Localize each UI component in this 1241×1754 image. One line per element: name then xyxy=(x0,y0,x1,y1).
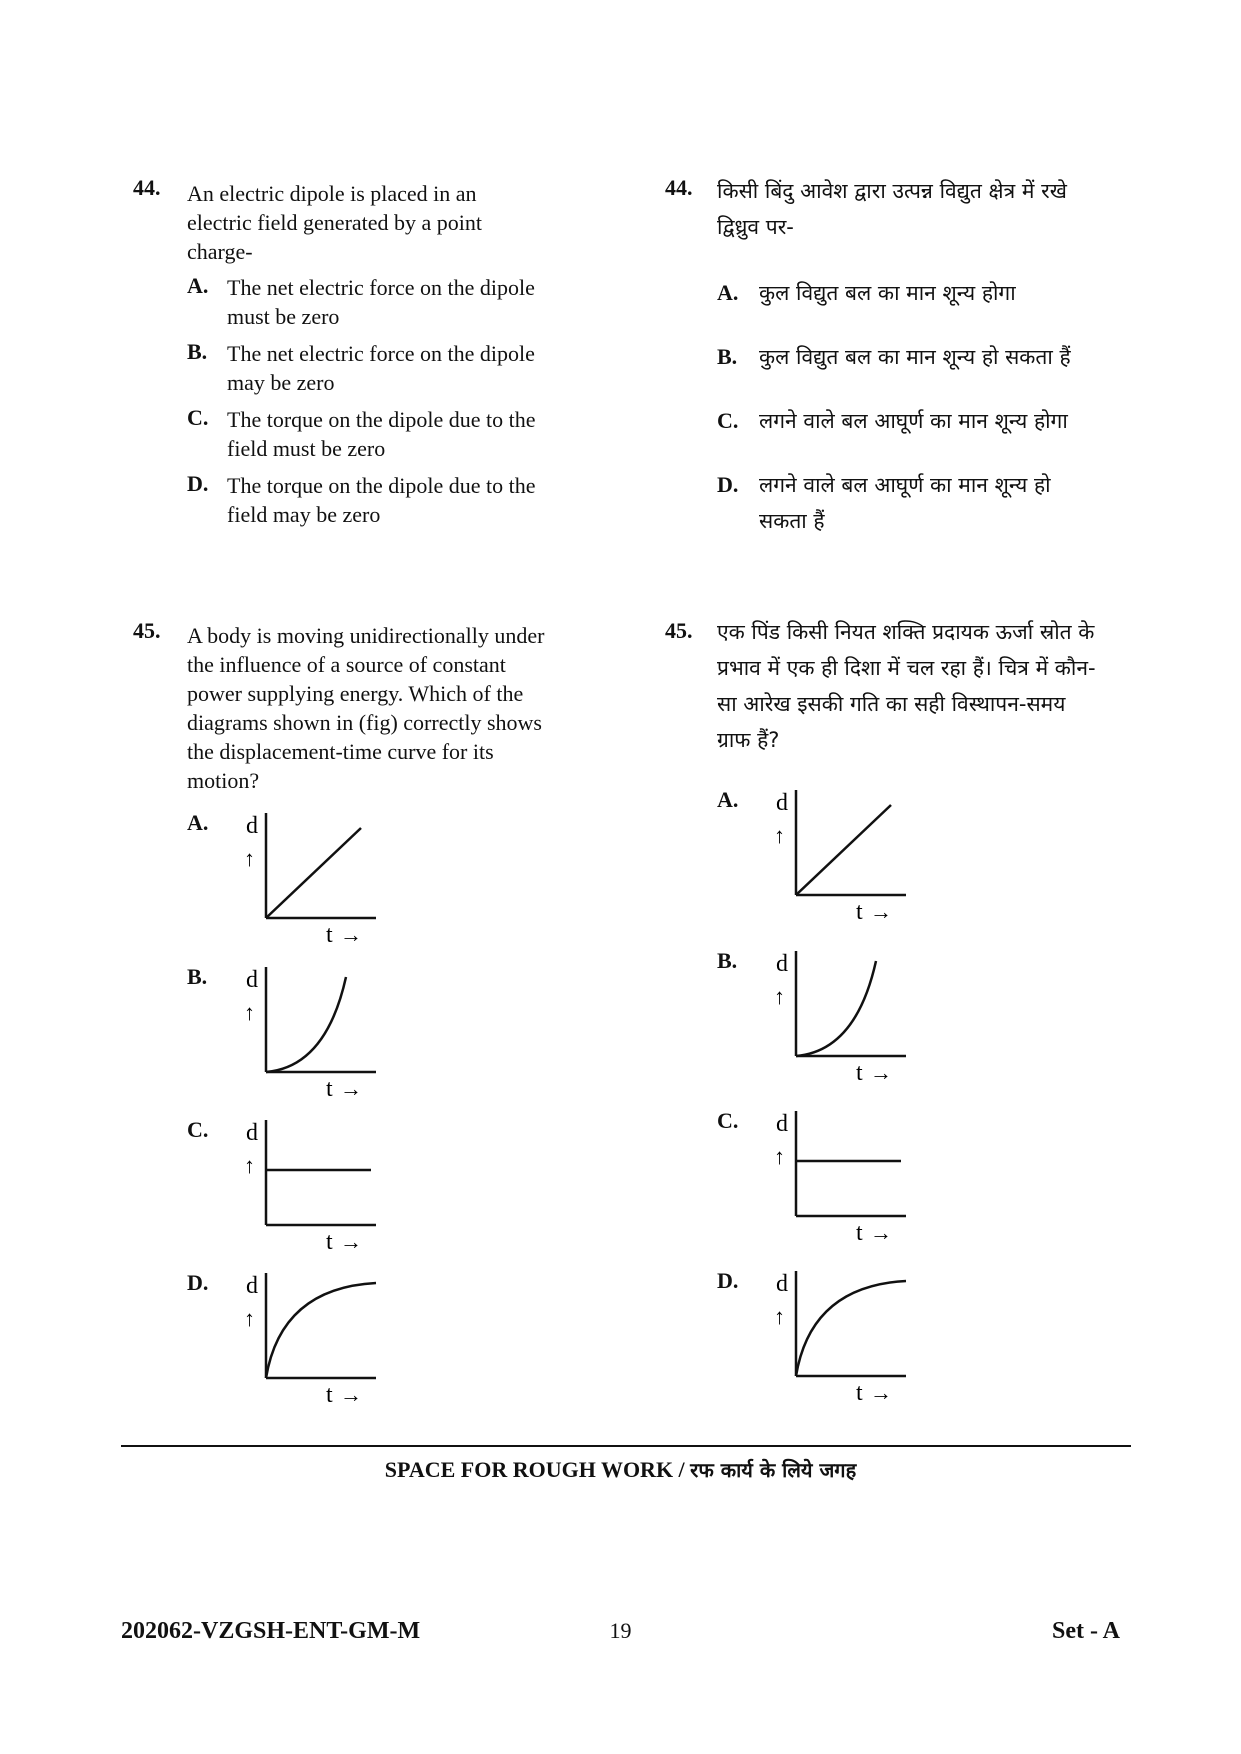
y-axis-label: d xyxy=(776,951,788,977)
option-line: लगने वाले बल आघूर्ण का मान शून्य हो xyxy=(759,473,1051,497)
dt-curve xyxy=(266,1283,376,1378)
option-letter: C. xyxy=(187,405,209,430)
up-arrow-icon: ↑ xyxy=(244,1306,255,1331)
q44-hi-stem xyxy=(717,173,1067,245)
q44-hi-stem-line: द्विध्रुव पर- xyxy=(717,215,794,239)
x-axis-label: t xyxy=(856,1220,863,1246)
x-axis-label: t xyxy=(326,1076,333,1102)
q45-hi-stem-line: एक पिंड किसी नियत शक्ति प्रदायक ऊर्जा स्रोत के xyxy=(717,620,1095,644)
q45-en-stem-line: diagrams shown in (fig) correctly shows xyxy=(187,710,542,735)
q44-en-stem-line: electric field generated by a point xyxy=(187,210,483,235)
graph-option-letter: C. xyxy=(717,1108,739,1133)
right-arrow-icon: → xyxy=(870,1380,892,1405)
right-arrow-icon: → xyxy=(870,899,892,924)
rough-work-divider xyxy=(121,1445,1131,1447)
dt-curve xyxy=(266,977,346,1072)
q45-hi-number: 45. xyxy=(665,618,693,643)
dt-graph xyxy=(231,1268,381,1408)
q45-en-stem-line: motion? xyxy=(187,768,260,793)
up-arrow-icon: ↑ xyxy=(774,823,785,848)
option-line: कुल विद्युत बल का मान शून्य हो सकता हैं xyxy=(759,345,1071,369)
option-line: कुल विद्युत बल का मान शून्य होगा xyxy=(759,281,1016,305)
option-line: must be zero xyxy=(227,304,340,329)
rough-work-label-en: SPACE FOR ROUGH WORK / xyxy=(384,1457,691,1482)
up-arrow-icon: ↑ xyxy=(244,846,255,871)
option-line: The net electric force on the dipole xyxy=(227,275,535,300)
y-axis-label: d xyxy=(246,1120,258,1146)
up-arrow-icon: ↑ xyxy=(244,1153,255,1178)
graph-option-letter: B. xyxy=(717,948,738,973)
option-letter: B. xyxy=(187,339,208,364)
q45-en-stem xyxy=(187,621,544,795)
y-axis-label: d xyxy=(776,1271,788,1297)
q45-en-stem-line: the influence of a source of constant xyxy=(187,652,506,677)
dt-graph xyxy=(231,808,381,948)
dt-graph xyxy=(761,1106,911,1246)
dt-curve xyxy=(796,1281,906,1376)
option-letter: A. xyxy=(187,273,209,298)
graph-option-letter: D. xyxy=(187,1270,209,1295)
option-line: लगने वाले बल आघूर्ण का मान शून्य होगा xyxy=(759,409,1068,433)
q45-hi-stem-line: ग्राफ हैं? xyxy=(717,728,780,752)
q44-number: 44. xyxy=(133,175,161,200)
up-arrow-icon: ↑ xyxy=(774,1304,785,1329)
x-axis-label: t xyxy=(856,1380,863,1406)
q45-number: 45. xyxy=(133,618,161,643)
right-arrow-icon: → xyxy=(870,1220,892,1245)
y-axis-label: d xyxy=(776,1111,788,1137)
right-arrow-icon: → xyxy=(340,1076,362,1101)
right-arrow-icon: → xyxy=(870,1060,892,1085)
y-axis-label: d xyxy=(246,1273,258,1299)
right-arrow-icon: → xyxy=(340,1229,362,1254)
option-letter: A. xyxy=(717,280,739,305)
y-axis-label: d xyxy=(246,967,258,993)
dt-curve xyxy=(796,961,876,1056)
q44-hi-stem-line: किसी बिंदु आवेश द्वारा उत्पन्न विद्युत क्षेत्र में रखे xyxy=(717,179,1067,203)
dt-curve xyxy=(266,828,361,918)
dt-graph xyxy=(761,1266,911,1406)
x-axis-label: t xyxy=(326,1229,333,1255)
x-axis-label: t xyxy=(326,922,333,948)
page-number: 19 xyxy=(609,1618,632,1643)
option-line: field may be zero xyxy=(227,502,381,527)
q45-hi-stem-line: प्रभाव में एक ही दिशा में चल रहा हैं। चित्र में कौन- xyxy=(717,656,1096,680)
q45-en-stem-line: the displacement-time curve for its xyxy=(187,739,494,764)
q45-hi-stem-line: सा आरेख इसकी गति का सही विस्थापन-समय xyxy=(717,692,1066,716)
q45-en-stem-line: power supplying energy. Which of the xyxy=(187,681,524,706)
dt-graph xyxy=(761,785,911,925)
option-line: may be zero xyxy=(227,370,335,395)
graph-option-letter: D. xyxy=(717,1268,739,1293)
x-axis-label: t xyxy=(856,1060,863,1086)
graph-option-letter: A. xyxy=(187,810,209,835)
graph-option-letter: A. xyxy=(717,787,739,812)
option-line: The torque on the dipole due to the xyxy=(227,407,536,432)
y-axis-label: d xyxy=(776,790,788,816)
paper-code: 202062-VZGSH-ENT-GM-M xyxy=(121,1618,421,1644)
dt-graph xyxy=(231,1115,381,1255)
option-line: The net electric force on the dipole xyxy=(227,341,535,366)
rough-work-label-hi: रफ कार्य के लिये जगह xyxy=(690,1458,857,1482)
rough-work-label xyxy=(0,1456,1241,1483)
q45-hi-stem xyxy=(717,614,1096,758)
graph-option-letter: B. xyxy=(187,964,208,989)
up-arrow-icon: ↑ xyxy=(774,1144,785,1169)
q45-en-stem-line: A body is moving unidirectionally under xyxy=(187,623,545,648)
set-label: Set - A xyxy=(1052,1618,1120,1644)
dt-graph xyxy=(761,946,911,1086)
option-line: field must be zero xyxy=(227,436,386,461)
q44-en-stem xyxy=(187,179,482,266)
right-arrow-icon: → xyxy=(340,922,362,947)
option-line: The torque on the dipole due to the xyxy=(227,473,536,498)
dt-graph xyxy=(231,962,381,1102)
q44-hi-number: 44. xyxy=(665,175,693,200)
option-letter: D. xyxy=(717,472,739,497)
graph-option-letter: C. xyxy=(187,1117,209,1142)
dt-curve xyxy=(796,805,891,895)
right-arrow-icon: → xyxy=(340,1382,362,1407)
x-axis-label: t xyxy=(326,1382,333,1408)
y-axis-label: d xyxy=(246,813,258,839)
option-letter: C. xyxy=(717,408,739,433)
option-line: सकता हैं xyxy=(759,509,825,533)
x-axis-label: t xyxy=(856,899,863,925)
q44-en-stem-line: An electric dipole is placed in an xyxy=(187,181,477,206)
up-arrow-icon: ↑ xyxy=(244,1000,255,1025)
option-letter: D. xyxy=(187,471,209,496)
up-arrow-icon: ↑ xyxy=(774,984,785,1009)
option-letter: B. xyxy=(717,344,738,369)
q44-en-stem-line: charge- xyxy=(187,239,253,264)
